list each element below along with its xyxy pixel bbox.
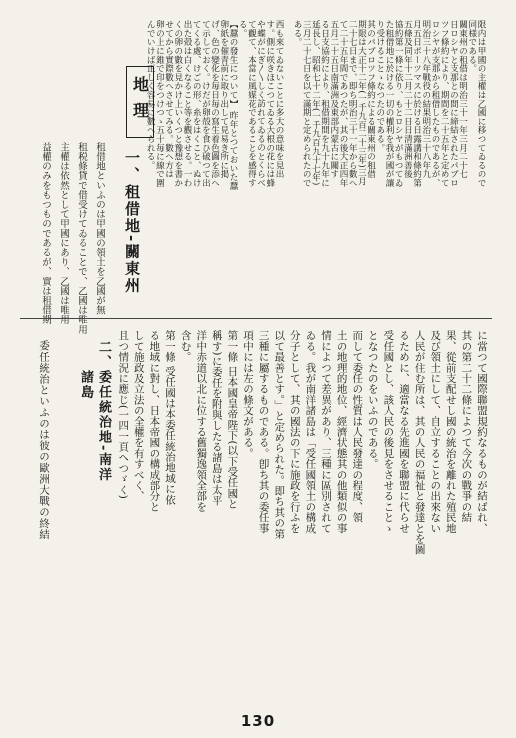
section-one-body-column-4: 益權のみをもつものであるが、實は租借期 bbox=[40, 142, 51, 325]
upper-right-column-13: 其のパブロツフ條約による關東州の租借 bbox=[365, 20, 376, 179]
upper-right-column-20: 三月二十七日を以て滿期と定められたので bbox=[301, 20, 312, 188]
lower-column-21: 第一條 受任國は本委任統治地域に依 bbox=[164, 330, 176, 505]
page-number: 130 bbox=[240, 712, 276, 730]
upper-right-column-6: ロシヤが支那から租借したものであるが、 bbox=[430, 20, 440, 188]
upper-left-column-2: す。側に咲きほこつてゐる大根の花には蜂 bbox=[264, 20, 275, 188]
upper-right-column-8: 月五日ポーツマスに於ける日露講和條約第 bbox=[411, 20, 422, 188]
upper-right-column-9: 五條及同年十二月二十二日日清滿洲善後 bbox=[402, 20, 413, 179]
section-one-body-column-3: 主權は依然として甲國にあり、乙國は唯用 bbox=[58, 142, 69, 325]
lower-column-18: 稱す)に委任を附與したる諸島は太平 bbox=[210, 330, 223, 506]
lower-column-19: 洋中赤道以北に位する舊獨逸領全部を bbox=[195, 330, 208, 512]
upper-left-column-9: て示しておく。けだが卵殻を食ひ破つて出 bbox=[200, 20, 211, 188]
upper-left-column-7: 卵紙を催青前に取り出して見易き所に掲 bbox=[218, 20, 229, 179]
upper-right-column-18: る日支協約により、租借期間を九十九年に bbox=[319, 20, 330, 188]
upper-left-column-10: てくる處、けごの形、糸をはくこと、ぬけ bbox=[191, 20, 202, 188]
upper-right-column-17: 五月二十五日南滿洲及東部内蒙古に關す bbox=[328, 20, 339, 179]
lower-column-1: に當つて國際聯盟規約なるものが結ばれ、 bbox=[476, 330, 488, 534]
lower-column-17: 第一條 日本國皇帝陛下(以下受任國と bbox=[226, 330, 239, 510]
section-one-title: 一、租借地-關東州 bbox=[123, 150, 141, 295]
page-divider bbox=[20, 318, 492, 319]
geography-section-box: 地理 bbox=[126, 66, 154, 138]
lower-column-7: 受任國とし、該人民の後見をさせることゝ bbox=[382, 330, 395, 534]
lower-column-6: るために、適當なる先進國を聯盟に代らせ bbox=[398, 330, 410, 534]
lower-column-5: 人民が住む所は、其の人民の福祉と發達とを圖 bbox=[413, 330, 426, 555]
upper-right-column-15: 二十七日まで、即ち明治三十一年から數へ bbox=[347, 20, 358, 188]
lower-column-13: 分子として、其の國法の下に施政を行ふを bbox=[288, 330, 301, 534]
upper-right-column-14: 期限は大正十二年(一千九百二十三年)三月 bbox=[356, 20, 367, 186]
lower-column-11: 情によつて差異があり、三種に區別されて bbox=[320, 330, 332, 534]
upper-right-column-21: ある。 bbox=[292, 20, 302, 47]
upper-right-column-11: た租借地に於ける一切の權利を我が國が讓 bbox=[384, 20, 394, 188]
upper-left-column-14: 卵の上に錐で印をつけつゝ五十毎に線で圍 bbox=[154, 20, 165, 188]
lower-column-22: る地域に對し、日本帝國の構成部分と bbox=[148, 330, 161, 512]
upper-left-column-5: る。 bbox=[237, 20, 248, 38]
lower-column-14: 以て最善とす。」と定められた。即ち其の第 bbox=[273, 330, 286, 539]
lower-column-12: ゐる。我が南洋諸島は「受任國領土の構成 bbox=[304, 330, 317, 534]
lower-column-15: 三種に屬するものである。卽ち其の委任事 bbox=[257, 330, 270, 534]
section-one-body-column-1: 租借地といふのは甲國の領土を乙國が無 bbox=[94, 142, 105, 315]
upper-right-column-10: 協約第一條に依り、もとロシヤがもつてゐ bbox=[393, 20, 404, 188]
lower-column-2: 其の第二十二條によつて今次の戰爭の結 bbox=[460, 330, 473, 523]
upper-left-column-13: せてから實際數へさせてみる。數へ方は bbox=[163, 20, 174, 179]
upper-left-column-8: げ、色の變化を毎日毎の寫生着色圖を添へ bbox=[209, 20, 220, 188]
upper-left-column-3: や蝶がにぎ〳〵しく訪れてゐるのとくらべ bbox=[255, 20, 266, 187]
upper-left-column-12: くの卵の數を見かけ上いくつと豫想を書か bbox=[172, 20, 183, 188]
section-two-body: 委任統治といふのは彼の歐洲大戰の終結 bbox=[38, 340, 50, 540]
upper-right-column-2: 同様である。 bbox=[466, 20, 477, 73]
lower-column-8: となつたのをいふのである。 bbox=[366, 330, 379, 470]
upper-right-column-7: 明治三十八年戰役の結果明治三十八年九 bbox=[420, 20, 431, 179]
upper-left-column-1: 西も來てゐないことに多大の意味を見出 bbox=[274, 20, 284, 179]
upper-right-column-19: 延長し、昭和七十二年(一千九百九十七年) bbox=[310, 20, 321, 186]
upper-right-column-16: て二十五年間であつたが、其の後大正四年 bbox=[338, 20, 348, 188]
upper-right-column-4: 日ロシヤと支那との間に締結されたパブロ bbox=[448, 20, 459, 188]
upper-left-column-4: て觀て、本當に風媒花であることを感得す bbox=[246, 20, 257, 188]
section-one-body-column-2: 租税條貸で借受けてゐることで、乙國は唯用 bbox=[76, 142, 87, 334]
upper-right-column-3: 關東州の租借は明治三十一年三月二十七 bbox=[457, 20, 468, 179]
upper-right-column-5: ツフ條約により、期間を二十五年と定めて bbox=[439, 20, 450, 188]
lower-column-24: 且つ情況に應じ(一四一頁へつゞく) bbox=[117, 330, 130, 500]
lower-column-16: 項中には左の條文がある。 bbox=[242, 330, 254, 459]
lower-column-3: 果、從前支配せし國の統治を離れた殖民地 bbox=[444, 330, 457, 534]
upper-right-column-12: り受けることゝなつたのである。 bbox=[374, 20, 385, 152]
section-two-title: 二、委任統治地-南洋 bbox=[96, 340, 111, 483]
upper-right-column-1: 限内は甲國の主權は乙國に移つてゐるので bbox=[476, 20, 486, 188]
lower-column-23: して施政及立法の全權を有すべく、 bbox=[132, 330, 145, 502]
section-two-subtitle: 諸島 bbox=[78, 370, 93, 400]
upper-left-column-11: 出た殻は白くなること等を觀させる。一わ bbox=[182, 20, 192, 188]
upper-left-column-15: んでいけば正しく容易に數へられる。 bbox=[145, 20, 156, 170]
lower-block bbox=[18, 330, 492, 700]
upper-left-column-6: 【蠶の發生について】 昨年とつておいた蠶 bbox=[228, 20, 238, 191]
lower-column-4: 及び領土にして、自立することの出來ない bbox=[429, 330, 442, 534]
lower-column-20: 含む。 bbox=[179, 330, 192, 363]
lower-column-10: 土の地理的地位、經濟状態其の他類似の事 bbox=[335, 330, 348, 534]
lower-column-9: 而して委任の性質は人民發達の程度、領 bbox=[351, 330, 364, 523]
upper-block bbox=[18, 20, 492, 334]
